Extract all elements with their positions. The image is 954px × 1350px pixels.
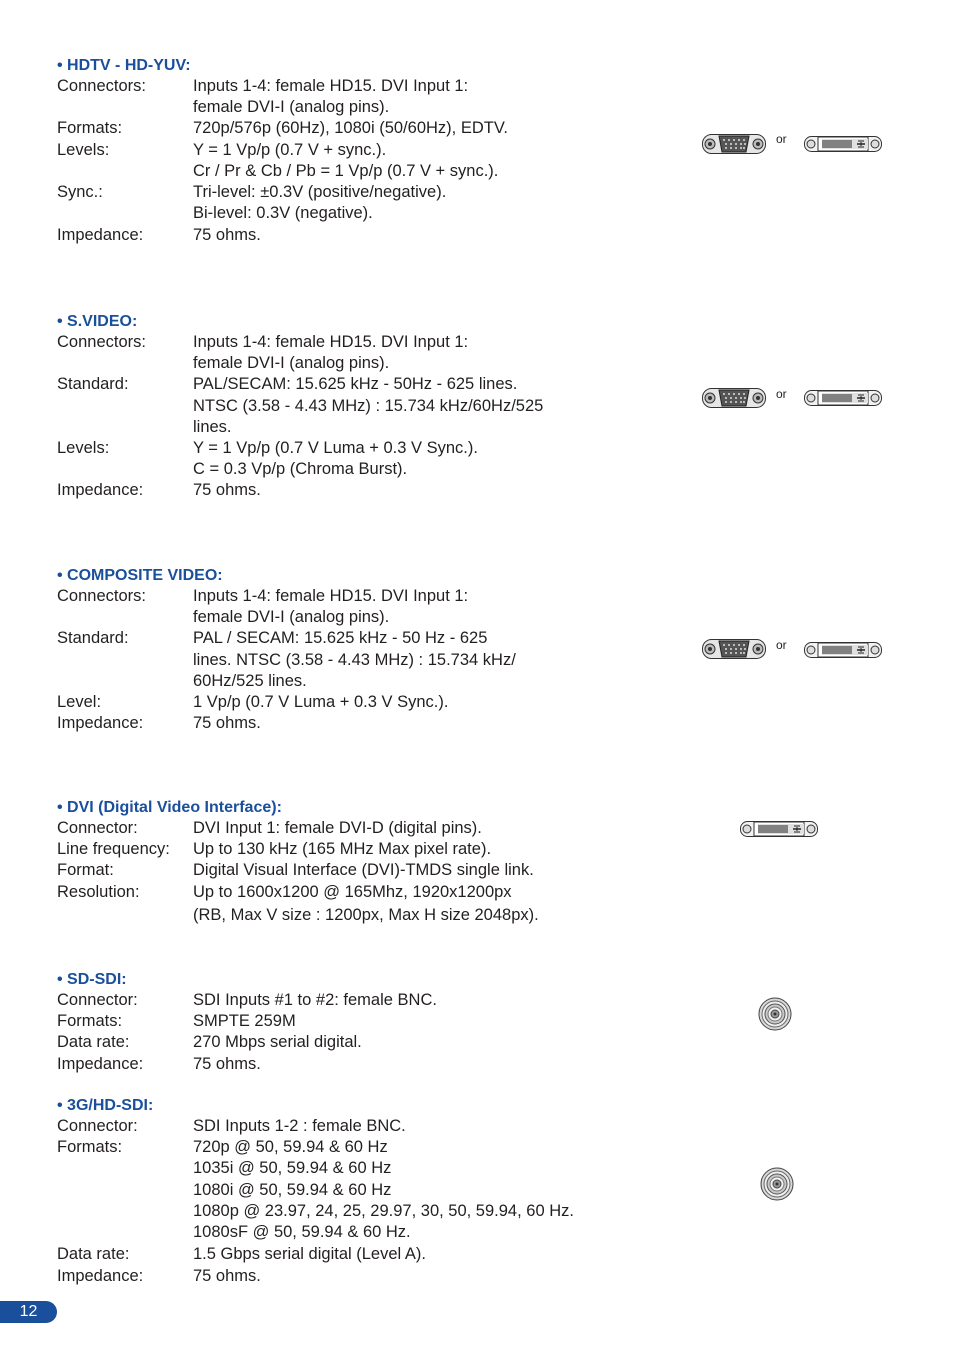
section-heading: • S.VIDEO: bbox=[57, 313, 138, 330]
spec-value-line: Tri-level: ±0.3V (positive/negative). bbox=[193, 183, 447, 202]
spec-value bbox=[193, 1266, 617, 1287]
spec-value bbox=[193, 225, 617, 246]
spec-value-line: Inputs 1-4: female HD15. DVI Input 1: bbox=[193, 587, 469, 605]
hd15-connector-icon bbox=[702, 386, 767, 410]
spec-value bbox=[193, 1244, 617, 1265]
spec-value-line: 270 Mbps serial digital. bbox=[193, 1033, 362, 1052]
spec-label: Level: bbox=[57, 693, 102, 712]
spec-value-line: female DVI-I (analog pins). bbox=[193, 98, 390, 117]
hd15-connector-icon bbox=[702, 132, 767, 156]
spec-value-line: 75 ohms. bbox=[193, 1054, 261, 1073]
page-number: 12 bbox=[0, 1301, 57, 1323]
spec-label: Levels: bbox=[57, 140, 110, 159]
spec-value-line: Y = 1 Vp/p (0.7 V Luma + 0.3 V Sync.). bbox=[193, 439, 478, 458]
spec-label: Impedance: bbox=[57, 481, 144, 500]
spec-value-line: 75 ohms. bbox=[193, 226, 261, 245]
spec-value-line: DVI Input 1: female DVI-D (digital pins). bbox=[193, 819, 482, 837]
spec-value bbox=[193, 140, 617, 182]
dvi-connector-icon bbox=[804, 134, 883, 154]
spec-label: Levels: bbox=[57, 439, 110, 458]
spec-value-line: 1 Vp/p (0.7 V Luma + 0.3 V Sync.). bbox=[193, 693, 449, 712]
spec-value-line: PAL / SECAM: 15.625 kHz - 50 Hz - 625 bbox=[193, 629, 488, 648]
spec-label: Data rate: bbox=[57, 1245, 130, 1264]
spec-value-line: Digital Visual Interface (DVI)-TMDS single link. bbox=[193, 861, 534, 880]
spec-value bbox=[193, 1137, 617, 1243]
spec-value-line: female DVI-I (analog pins). bbox=[193, 608, 390, 627]
spec-label: Connector: bbox=[57, 819, 138, 837]
spec-row bbox=[57, 140, 617, 182]
spec-value bbox=[193, 438, 617, 480]
spec-value bbox=[193, 118, 617, 139]
spec-value-line: Inputs 1-4: female HD15. DVI Input 1: bbox=[193, 77, 469, 95]
spec-value-line: 720p/576p (60Hz), 1080i (50/60Hz), EDTV. bbox=[193, 119, 508, 138]
dvi-connector-icon bbox=[804, 640, 883, 660]
spec-label: Format: bbox=[57, 861, 114, 880]
section-sd-sdi bbox=[57, 969, 617, 1075]
spec-value-line: 1080p @ 23.97, 24, 25, 29.97, 30, 50, 59.94, 60 Hz. bbox=[193, 1201, 574, 1220]
spec-row bbox=[57, 586, 617, 628]
spec-row bbox=[57, 1032, 617, 1053]
spec-label: Impedance: bbox=[57, 1054, 144, 1073]
section-heading: • COMPOSITE VIDEO: bbox=[57, 567, 223, 584]
spec-value bbox=[193, 480, 617, 501]
spec-row bbox=[57, 438, 617, 480]
spec-row bbox=[57, 1054, 617, 1075]
section-svideo bbox=[57, 311, 617, 502]
spec-row bbox=[57, 76, 617, 118]
spec-label: Connector: bbox=[57, 991, 138, 1009]
spec-row bbox=[57, 225, 617, 246]
section-3g-hd-sdi bbox=[57, 1095, 617, 1288]
spec-value bbox=[193, 182, 617, 224]
spec-value-line: 720p @ 50, 59.94 & 60 Hz bbox=[193, 1138, 388, 1157]
or-label: or bbox=[776, 638, 787, 652]
spec-row bbox=[57, 332, 617, 374]
or-label: or bbox=[776, 132, 787, 146]
spec-value-line: 1.5 Gbps serial digital (Level A). bbox=[193, 1245, 426, 1264]
spec-row bbox=[57, 1011, 617, 1032]
spec-label: Impedance: bbox=[57, 714, 144, 733]
spec-value bbox=[193, 860, 617, 881]
spec-row bbox=[57, 839, 617, 860]
spec-row bbox=[57, 713, 617, 734]
spec-row bbox=[57, 374, 617, 438]
section-heading: • DVI (Digital Video Interface): bbox=[57, 799, 282, 816]
spec-label: Standard: bbox=[57, 375, 129, 394]
spec-value-line: PAL/SECAM: 15.625 kHz - 50Hz - 625 lines. bbox=[193, 375, 518, 394]
spec-value-line: 1035i @ 50, 59.94 & 60 Hz bbox=[193, 1159, 392, 1178]
spec-label: Connectors: bbox=[57, 77, 146, 95]
spec-value-line: lines. bbox=[193, 417, 232, 436]
bnc-connector-icon bbox=[758, 997, 792, 1031]
section-heading: • HDTV - HD-YUV: bbox=[57, 57, 191, 74]
spec-row bbox=[57, 818, 617, 839]
spec-value bbox=[193, 1032, 617, 1053]
spec-row bbox=[57, 628, 617, 692]
spec-value bbox=[193, 839, 617, 860]
spec-value-line: NTSC (3.58 - 4.43 MHz) : 15.734 kHz/60Hz/525 bbox=[193, 396, 544, 415]
spec-value-line: female DVI-I (analog pins). bbox=[193, 354, 390, 373]
section-dvi bbox=[57, 797, 617, 926]
spec-value-line: Up to 130 kHz (165 MHz Max pixel rate). bbox=[193, 840, 492, 859]
spec-value bbox=[193, 1011, 617, 1032]
spec-value-line: 1080sF @ 50, 59.94 & 60 Hz. bbox=[193, 1223, 411, 1242]
spec-label: Impedance: bbox=[57, 226, 144, 245]
spec-value-line: SDI Inputs 1-2 : female BNC. bbox=[193, 1117, 406, 1135]
spec-value bbox=[193, 692, 617, 713]
section-heading: • 3G/HD-SDI: bbox=[57, 1097, 154, 1114]
section-hdtv bbox=[57, 55, 617, 247]
spec-value-line: 75 ohms. bbox=[193, 1267, 261, 1286]
spec-value-line: Inputs 1-4: female HD15. DVI Input 1: bbox=[193, 333, 469, 351]
spec-row bbox=[57, 990, 617, 1011]
spec-value-line: C = 0.3 Vp/p (Chroma Burst). bbox=[193, 460, 408, 479]
spec-label: Impedance: bbox=[57, 1267, 144, 1286]
spec-label: Connector: bbox=[57, 1117, 138, 1135]
spec-label: Line frequency: bbox=[57, 840, 170, 859]
dvi-d-connector-icon bbox=[740, 819, 819, 839]
spec-label: Standard: bbox=[57, 629, 129, 648]
spec-label: Connectors: bbox=[57, 333, 146, 351]
spec-label: Formats: bbox=[57, 119, 123, 138]
spec-value bbox=[193, 1054, 617, 1075]
spec-value-line: Bi-level: 0.3V (negative). bbox=[193, 204, 373, 223]
spec-row bbox=[57, 1266, 617, 1287]
spec-label: Formats: bbox=[57, 1012, 123, 1031]
spec-value-line: 75 ohms. bbox=[193, 481, 261, 500]
spec-value bbox=[193, 882, 617, 926]
spec-label: Connectors: bbox=[57, 587, 146, 605]
spec-value bbox=[193, 628, 617, 692]
spec-value bbox=[193, 818, 617, 839]
section-composite bbox=[57, 565, 617, 734]
spec-label: Resolution: bbox=[57, 882, 140, 901]
spec-row bbox=[57, 1137, 617, 1243]
spec-row bbox=[57, 480, 617, 501]
spec-row bbox=[57, 860, 617, 881]
hd15-connector-icon bbox=[702, 637, 767, 661]
spec-value-line: 1080i @ 50, 59.94 & 60 Hz bbox=[193, 1180, 392, 1199]
spec-row bbox=[57, 1116, 617, 1137]
spec-value-line: SMPTE 259M bbox=[193, 1012, 296, 1031]
bnc-connector-icon bbox=[760, 1167, 794, 1201]
section-heading: • SD-SDI: bbox=[57, 971, 127, 988]
spec-value-line: Up to 1600x1200 @ 165Mhz, 1920x1200px bbox=[193, 882, 512, 901]
spec-value bbox=[193, 374, 617, 438]
spec-row bbox=[57, 882, 617, 926]
spec-value-line: 60Hz/525 lines. bbox=[193, 671, 307, 690]
spec-value bbox=[193, 332, 617, 374]
spec-row bbox=[57, 118, 617, 139]
spec-value-line: (RB, Max V size : 1200px, Max H size 2048px). bbox=[193, 905, 539, 924]
dvi-connector-icon bbox=[804, 388, 883, 408]
spec-value bbox=[193, 76, 617, 118]
spec-value-line: 75 ohms. bbox=[193, 714, 261, 733]
spec-value bbox=[193, 1116, 617, 1137]
spec-row bbox=[57, 1244, 617, 1265]
spec-value-line: lines. NTSC (3.58 - 4.43 MHz) : 15.734 kHz/ bbox=[193, 650, 516, 669]
spec-value bbox=[193, 586, 617, 628]
spec-value bbox=[193, 990, 617, 1011]
spec-value-line: Cr / Pr & Cb / Pb = 1 Vp/p (0.7 V + sync.). bbox=[193, 161, 499, 180]
spec-label: Data rate: bbox=[57, 1033, 130, 1052]
spec-row bbox=[57, 692, 617, 713]
spec-row bbox=[57, 182, 617, 224]
spec-value-line: SDI Inputs #1 to #2: female BNC. bbox=[193, 991, 437, 1009]
spec-label: Sync.: bbox=[57, 183, 103, 202]
or-label: or bbox=[776, 387, 787, 401]
spec-value-line: Y = 1 Vp/p (0.7 V + sync.). bbox=[193, 140, 387, 159]
spec-label: Formats: bbox=[57, 1138, 123, 1157]
spec-value bbox=[193, 713, 617, 734]
